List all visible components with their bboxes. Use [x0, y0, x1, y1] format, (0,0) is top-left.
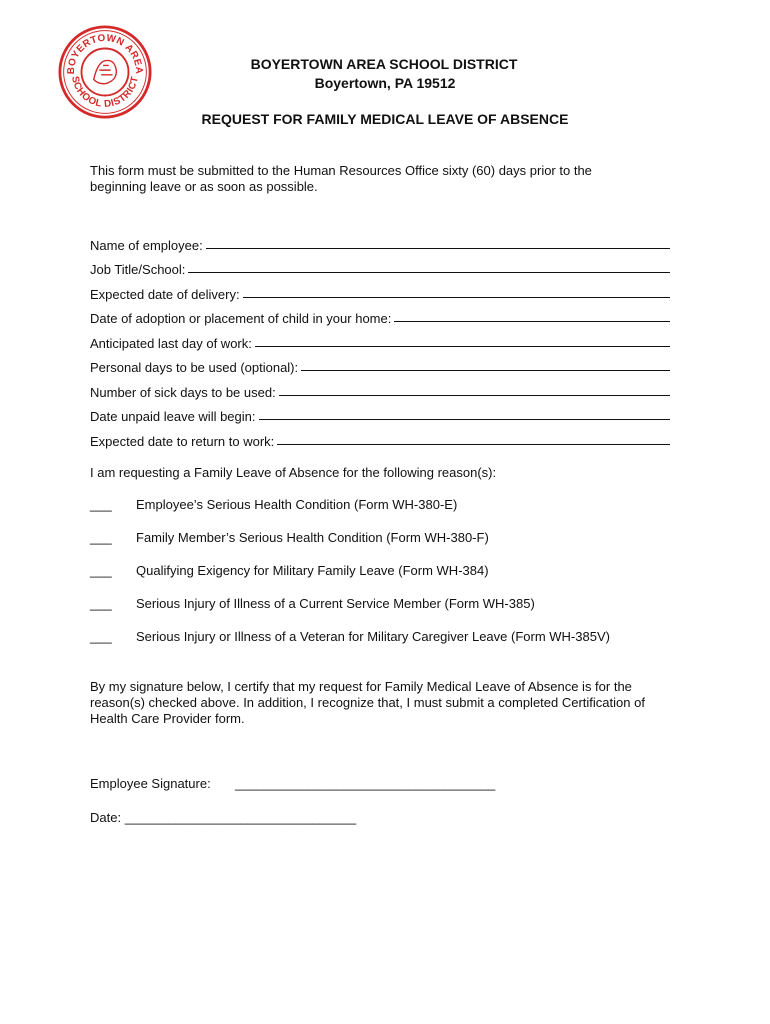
field-label: Date of adoption or placement of child in your home: [90, 311, 392, 326]
field-label: Expected date of delivery: [90, 286, 240, 302]
reason-list [90, 497, 710, 662]
fill-line[interactable] [188, 258, 670, 273]
svg-text:BOYERTOWN AREA: BOYERTOWN AREA [65, 32, 145, 75]
fill-line[interactable] [243, 283, 670, 298]
field-label: Expected date to return to work: [90, 433, 275, 449]
field-label: Number of sick days to be used: [90, 384, 276, 400]
field-label: Anticipated last day of work: [90, 335, 252, 351]
field-last-day-of-work[interactable] [90, 326, 670, 351]
field-label: Date unpaid leave will begin: [90, 409, 256, 424]
field-label: Name of employee: [90, 237, 203, 253]
reason-check-blank[interactable]: ___ [90, 629, 112, 644]
fill-line[interactable] [259, 405, 671, 420]
field-label: Personal days to be used (optional): [90, 360, 299, 375]
field-label: Job Title/School: [90, 262, 186, 277]
date-line[interactable]: ________________________________ [124, 810, 357, 825]
employee-fields [90, 228, 670, 449]
signature-line[interactable]: ____________________________________ [235, 776, 496, 791]
district-name: BOYERTOWN AREA SCHOOL DISTRICT [250, 56, 518, 72]
field-name-of-employee[interactable] [90, 228, 670, 253]
reason-label: Serious Injury or Illness of a Veteran for Military Caregiver Leave (Form WH-385V) [136, 629, 610, 644]
reason-label: Qualifying Exigency for Military Family Leave (Form WH-384) [136, 563, 489, 578]
reason-item-employee-health [90, 497, 710, 530]
reason-label: Employee’s Serious Health Condition (Form WH-380-E) [136, 497, 458, 512]
reason-item-service-member-injury [90, 596, 710, 629]
signature-label: Employee Signature: [90, 776, 211, 791]
field-return-to-work-date[interactable] [90, 424, 670, 449]
fill-line[interactable] [255, 332, 670, 347]
fill-line[interactable] [206, 234, 670, 249]
reason-check-blank[interactable]: ___ [90, 497, 112, 512]
field-sick-days[interactable] [90, 375, 670, 400]
reason-item-military-exigency [90, 563, 710, 596]
letterhead [0, 56, 770, 91]
reason-check-blank[interactable]: ___ [90, 596, 112, 611]
field-personal-days[interactable] [90, 351, 670, 376]
reason-item-veteran-caregiver [90, 629, 710, 662]
fill-line[interactable] [277, 430, 670, 445]
date-label: Date: [90, 810, 122, 825]
intro-paragraph: This form must be submitted to the Human Resources Office sixty (60) days prior to the beginning leave or as soon as possible. [90, 163, 592, 194]
field-expected-delivery-date[interactable] [90, 277, 670, 302]
date-row [90, 810, 356, 825]
field-job-title-school[interactable] [90, 253, 670, 278]
svg-text:SCHOOL DISTRICT: SCHOOL DISTRICT [69, 75, 141, 110]
fill-line[interactable] [301, 356, 670, 371]
reason-label: Family Member’s Serious Health Condition (Form WH-380-F) [136, 530, 489, 545]
field-unpaid-leave-begin[interactable] [90, 400, 670, 425]
signature-row [90, 776, 495, 791]
fill-line[interactable] [394, 307, 670, 322]
district-location: Boyertown, PA 19512 [314, 75, 456, 91]
fill-line[interactable] [279, 381, 670, 396]
reason-intro: I am requesting a Family Leave of Absence for the following reason(s): [90, 465, 497, 480]
reason-label: Serious Injury of Illness of a Current Service Member (Form WH-385) [136, 596, 535, 611]
reason-check-blank[interactable]: ___ [90, 530, 112, 545]
reason-item-family-member-health [90, 530, 710, 563]
reason-check-blank[interactable]: ___ [90, 563, 112, 578]
certification-paragraph: By my signature below, I certify that my request for Family Medical Leave of Absence is for the reason(s) checked above. In addition, I recognize that, I must submit a completed Certification of Health Care Provider form. [90, 679, 645, 726]
form-title: REQUEST FOR FAMILY MEDICAL LEAVE OF ABSENCE [201, 111, 569, 127]
field-adoption-placement-date[interactable] [90, 302, 670, 327]
